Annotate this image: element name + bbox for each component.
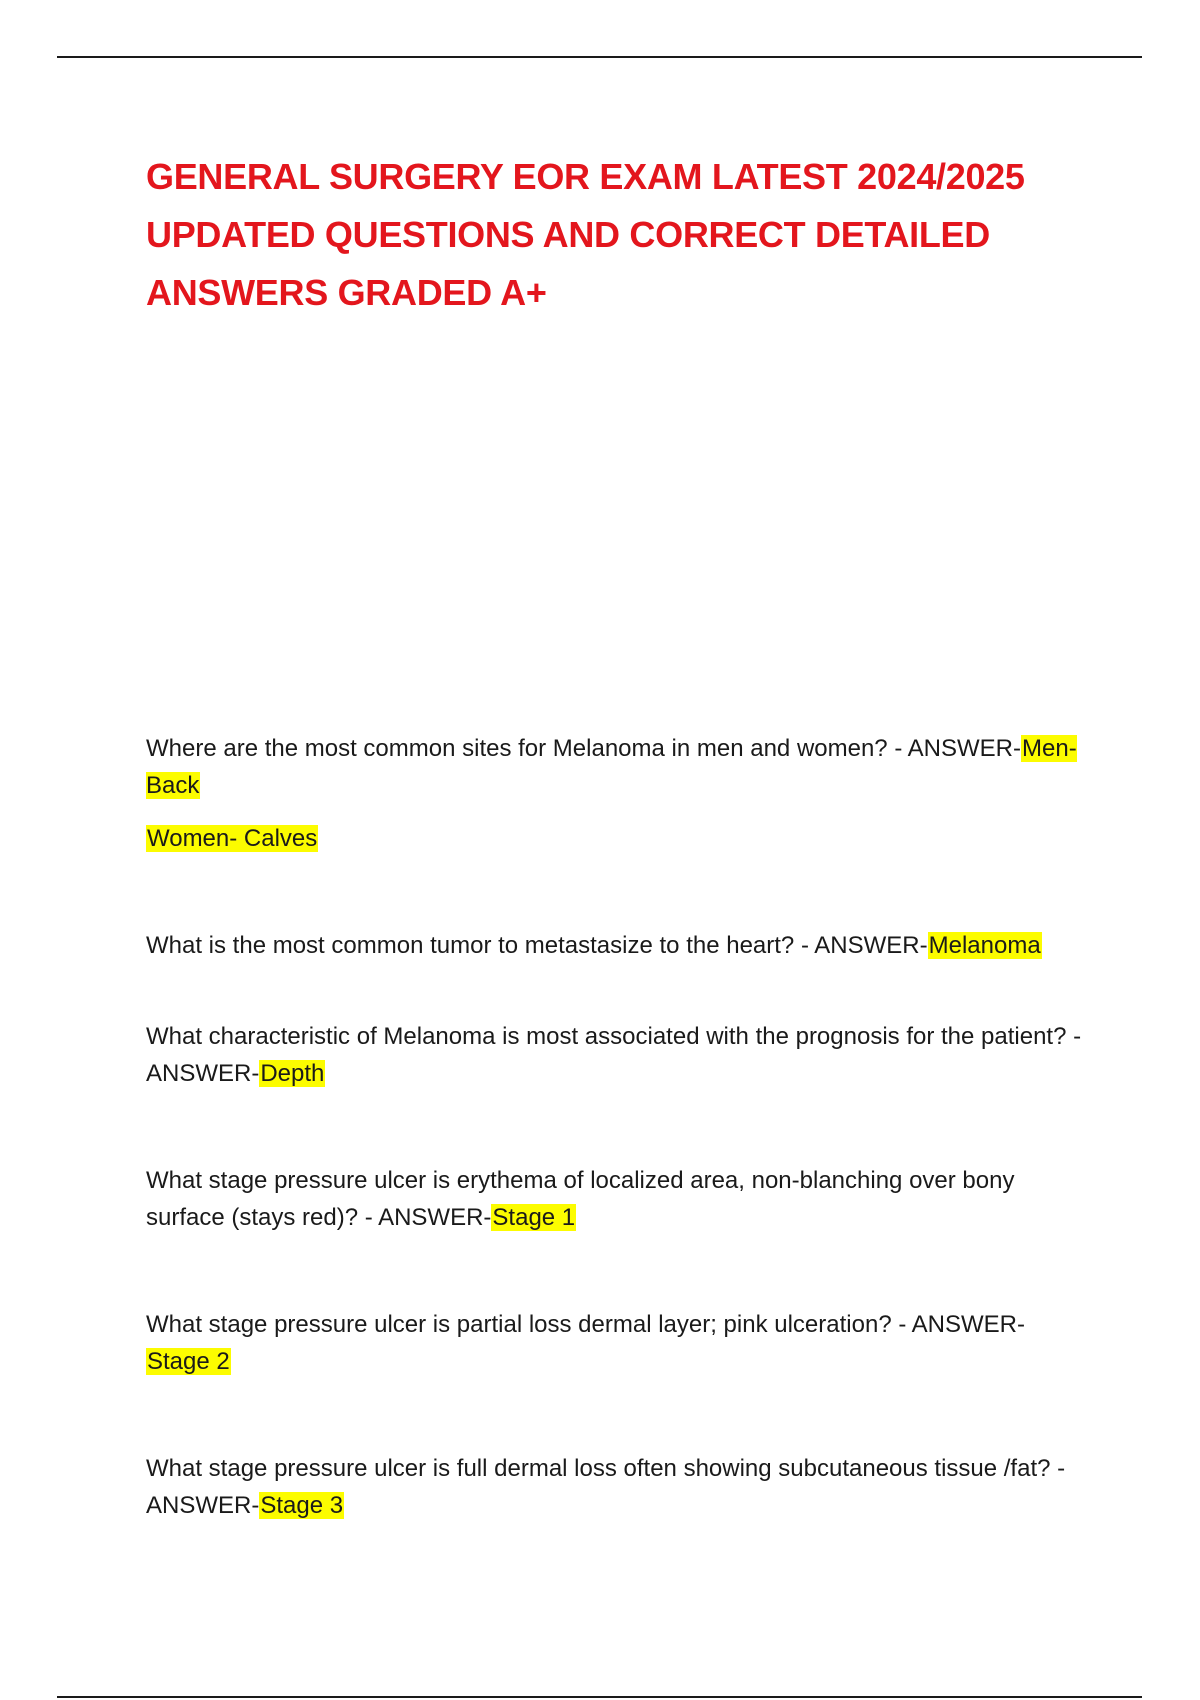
bottom-rule bbox=[57, 1696, 1142, 1698]
question-text: What is the most common tumor to metastasize to the heart? - ANSWER- bbox=[146, 932, 928, 959]
question-text: What stage pressure ulcer is full dermal loss often showing subcutaneous tissue /fat? - ANSWER- bbox=[146, 1455, 1066, 1519]
answer-highlight: Stage 1 bbox=[492, 1204, 576, 1231]
qa-item-1 bbox=[146, 730, 1086, 804]
qa-item-5 bbox=[146, 1306, 1086, 1380]
answer-highlight: Melanoma bbox=[928, 932, 1041, 959]
qa-item-3 bbox=[146, 1018, 1086, 1092]
top-rule bbox=[57, 56, 1142, 58]
answer-highlight: Women- Calves bbox=[147, 825, 318, 852]
answer-highlight: Depth bbox=[260, 1060, 325, 1087]
qa-item-2 bbox=[146, 927, 1086, 964]
qa-item-1-continued bbox=[146, 820, 1086, 857]
answer-highlight: Stage 3 bbox=[260, 1492, 344, 1519]
qa-item-6 bbox=[146, 1450, 1086, 1524]
question-text: What characteristic of Melanoma is most associated with the prognosis for the patient? - ANSWER- bbox=[146, 1023, 1082, 1087]
qa-item-4 bbox=[146, 1162, 1086, 1236]
question-text: Where are the most common sites for Melanoma in men and women? - ANSWER- bbox=[146, 735, 1021, 762]
answer-highlight: Men- Back bbox=[146, 735, 1077, 799]
question-text: What stage pressure ulcer is erythema of localized area, non-blanching over bony surface (stays red)? - ANSWER- bbox=[146, 1167, 1015, 1231]
answer-highlight: Stage 2 bbox=[147, 1348, 230, 1375]
question-text: What stage pressure ulcer is partial loss dermal layer; pink ulceration? - ANSWER- bbox=[146, 1311, 1025, 1338]
document-title: GENERAL SURGERY EOR EXAM LATEST 2024/2025 UPDATED QUESTIONS AND CORRECT DETAILED ANSWERS GRADED A+ bbox=[146, 156, 1025, 313]
